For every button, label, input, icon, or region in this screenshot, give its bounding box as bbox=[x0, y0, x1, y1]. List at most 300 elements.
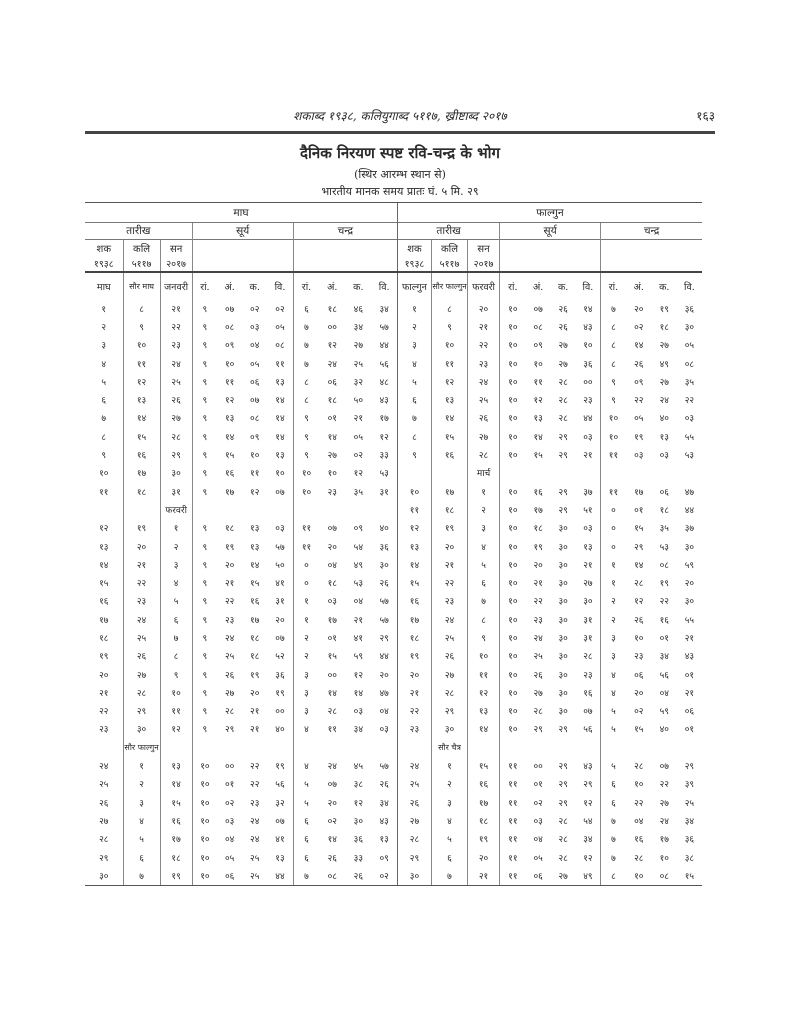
right-moon-kala: ५९ bbox=[659, 707, 669, 718]
group-header-row bbox=[85, 223, 702, 240]
right-moon-vikala: ०१ bbox=[684, 725, 695, 736]
era-shaka-right: शक bbox=[397, 240, 431, 257]
left-day-month: १७ bbox=[99, 615, 109, 626]
left-day-month: ४ bbox=[101, 359, 107, 370]
left-day-month: १६ bbox=[99, 597, 109, 608]
right-sun-rashi: ११ bbox=[500, 793, 526, 811]
left-day-civil: ३० bbox=[160, 464, 192, 482]
right-moon-rashi: ५ bbox=[601, 756, 626, 774]
right-sun-rashi: ११ bbox=[500, 848, 526, 866]
left-moon-kala: २५ bbox=[353, 359, 364, 370]
right-day-saur: १५ bbox=[432, 427, 468, 445]
left-sun-rashi: १० bbox=[192, 848, 217, 866]
right-separator-label: मार्च bbox=[468, 464, 500, 482]
table-row bbox=[85, 299, 702, 317]
left-sun-rashi: ९ bbox=[192, 683, 217, 701]
right-day-civil: १ bbox=[468, 482, 500, 500]
right-sun-rashi bbox=[500, 738, 526, 756]
left-sun-ansh: २९ bbox=[224, 725, 235, 736]
left-moon-rashi: ६ bbox=[293, 299, 319, 317]
left-moon-rashi: ८ bbox=[293, 372, 319, 390]
left-moon-ansh: २४ bbox=[327, 359, 337, 370]
left-day-saur: २८ bbox=[123, 683, 160, 701]
right-moon-kala: १८ bbox=[659, 505, 669, 516]
left-day-civil: २ bbox=[160, 537, 192, 555]
left-day-civil: २४ bbox=[160, 354, 192, 372]
right-moon-vikala: ४३ bbox=[684, 652, 695, 663]
right-day-civil: १२ bbox=[468, 683, 500, 701]
right-day-civil: १० bbox=[468, 647, 500, 665]
month-header-row bbox=[85, 203, 702, 223]
right-day-civil: ५ bbox=[468, 555, 500, 573]
left-day-month: ५ bbox=[101, 377, 107, 388]
col-moon-vikala-left: वि. bbox=[371, 272, 397, 299]
right-moon-vikala: ३९ bbox=[684, 780, 695, 791]
table-row bbox=[85, 793, 702, 811]
left-sun-vikala: १४ bbox=[275, 396, 285, 407]
right-moon-kala: ०७ bbox=[659, 762, 669, 773]
table-row bbox=[85, 811, 702, 829]
right-sun-ansh: २२ bbox=[533, 597, 543, 608]
left-sun-kala bbox=[242, 500, 267, 518]
left-moon-rashi: ५ bbox=[293, 775, 319, 793]
year-kali-right: ५११७ bbox=[432, 256, 468, 272]
right-sun-ansh: २५ bbox=[533, 652, 543, 663]
left-day-civil: ३ bbox=[160, 555, 192, 573]
right-moon-rashi: ९ bbox=[601, 390, 626, 408]
right-moon-kala: ५६ bbox=[659, 670, 669, 681]
left-day-civil: १४ bbox=[160, 775, 192, 793]
right-moon-vikala bbox=[677, 464, 702, 482]
right-moon-vikala: २९ bbox=[684, 762, 695, 773]
left-moon-rashi: ७ bbox=[293, 866, 319, 885]
left-moon-rashi: १ bbox=[293, 592, 319, 610]
left-moon-vikala: ०४ bbox=[379, 707, 389, 718]
page-title: दैनिक निरयण स्पष्ट रवि-चन्द्र के भोग bbox=[300, 144, 500, 162]
left-sun-vikala: ४१ bbox=[275, 579, 285, 590]
left-moon-ansh: ०० bbox=[327, 670, 337, 681]
left-sun-kala: १५ bbox=[250, 579, 260, 590]
right-moon-vikala: ५५ bbox=[684, 615, 695, 626]
right-sun-rashi bbox=[500, 464, 526, 482]
right-sun-rashi: १० bbox=[500, 683, 526, 701]
left-sun-ansh: ०४ bbox=[224, 835, 235, 846]
right-sun-kala: २७ bbox=[558, 341, 568, 352]
right-moon-rashi: ६ bbox=[601, 793, 626, 811]
left-sun-vikala: ५७ bbox=[275, 542, 285, 553]
left-moon-vikala: ५७ bbox=[379, 762, 389, 773]
left-moon-kala: १२ bbox=[353, 798, 364, 809]
left-moon-rashi: २ bbox=[293, 628, 319, 646]
left-moon-ansh: ०७ bbox=[327, 780, 337, 791]
right-sun-rashi: १० bbox=[500, 647, 526, 665]
left-sun-rashi: ९ bbox=[192, 317, 217, 335]
right-moon-kala: २७ bbox=[659, 341, 669, 352]
right-day-month: १५ bbox=[397, 573, 431, 591]
right-moon-rashi: १ bbox=[601, 573, 626, 591]
left-sun-vikala: १३ bbox=[275, 853, 285, 864]
left-day-civil: २९ bbox=[160, 445, 192, 463]
right-moon-vikala: ०५ bbox=[684, 341, 695, 352]
left-sun-rashi: ९ bbox=[192, 610, 217, 628]
right-sun-kala: ३० bbox=[558, 670, 568, 681]
left-sun-kala: २० bbox=[250, 688, 260, 699]
left-day-month bbox=[85, 738, 123, 756]
left-sun-rashi: ९ bbox=[192, 482, 217, 500]
left-day-saur: ३० bbox=[123, 720, 160, 738]
left-day-saur: १७ bbox=[123, 464, 160, 482]
right-day-civil: १३ bbox=[468, 702, 500, 720]
table-row bbox=[85, 610, 702, 628]
right-moon-kala: २२ bbox=[659, 780, 669, 791]
right-sun-vikala bbox=[576, 464, 601, 482]
right-day-month: १७ bbox=[397, 610, 431, 628]
left-sun-ansh: २८ bbox=[224, 707, 235, 718]
right-sun-ansh: ०३ bbox=[533, 816, 543, 827]
year-header-row bbox=[85, 256, 702, 272]
table-body bbox=[85, 299, 702, 885]
right-moon-kala: ४० bbox=[659, 725, 669, 736]
right-moon-rashi: ४ bbox=[601, 665, 626, 683]
left-sun-kala: ०३ bbox=[250, 322, 260, 333]
left-sun-rashi: ९ bbox=[192, 409, 217, 427]
left-sun-ansh: ११ bbox=[224, 377, 235, 388]
right-sun-kala: २९ bbox=[558, 487, 568, 498]
right-sun-kala: २८ bbox=[558, 414, 568, 425]
right-day-saur: २७ bbox=[432, 665, 468, 683]
right-day-saur: २२ bbox=[432, 573, 468, 591]
left-moon-vikala: ४४ bbox=[379, 341, 389, 352]
left-day-month: ३ bbox=[101, 341, 107, 352]
left-day-saur: १८ bbox=[123, 482, 160, 500]
right-sun-vikala: ३१ bbox=[583, 633, 593, 644]
table-row bbox=[85, 573, 702, 591]
left-day-month: १४ bbox=[99, 560, 109, 571]
left-day-month: ६ bbox=[101, 396, 107, 407]
left-moon-ansh: १४ bbox=[327, 432, 337, 443]
right-sun-rashi: १० bbox=[500, 299, 526, 317]
left-sun-rashi: ९ bbox=[192, 372, 217, 390]
right-sun-vikala: १३ bbox=[583, 542, 593, 553]
left-sun-kala: २४ bbox=[250, 835, 260, 846]
left-sun-rashi bbox=[192, 738, 217, 756]
right-moon-vikala: २५ bbox=[684, 798, 695, 809]
left-day-saur: १४ bbox=[123, 409, 160, 427]
right-moon-ansh: ०५ bbox=[634, 414, 644, 425]
table-row bbox=[85, 500, 702, 518]
right-day-civil: २३ bbox=[468, 354, 500, 372]
right-day-saur: ६ bbox=[432, 848, 468, 866]
left-sun-ansh: १२ bbox=[224, 396, 235, 407]
right-moon-kala: ३५ bbox=[659, 524, 669, 535]
left-sun-rashi: ९ bbox=[192, 555, 217, 573]
right-sun-vikala: १२ bbox=[583, 798, 593, 809]
col-moon-kala-right: क. bbox=[652, 272, 677, 299]
right-moon-vikala: २० bbox=[684, 579, 695, 590]
left-day-saur: ८ bbox=[123, 299, 160, 317]
left-moon-ansh: २० bbox=[327, 542, 337, 553]
right-moon-ansh: २० bbox=[634, 304, 644, 315]
right-day-month: ८ bbox=[397, 427, 431, 445]
left-moon-rashi: ८ bbox=[293, 390, 319, 408]
table-row bbox=[85, 537, 702, 555]
col-month2-right: सौर फाल्गुन bbox=[432, 272, 468, 299]
left-sun-kala: २५ bbox=[242, 866, 267, 885]
left-day-month: २१ bbox=[99, 688, 109, 699]
right-moon-rashi: ५ bbox=[601, 702, 626, 720]
left-sun-rashi: ९ bbox=[192, 647, 217, 665]
left-day-civil: २३ bbox=[160, 336, 192, 354]
left-moon-vikala: ५७ bbox=[379, 322, 389, 333]
table-row bbox=[85, 409, 702, 427]
right-moon-kala: २७ bbox=[659, 377, 669, 388]
table-row bbox=[85, 775, 702, 793]
left-sun-ansh: १७ bbox=[224, 487, 235, 498]
left-day-civil: २२ bbox=[160, 317, 192, 335]
left-moon-rashi: २ bbox=[293, 647, 319, 665]
right-moon-rashi: १ bbox=[601, 555, 626, 573]
left-moon-rashi: १० bbox=[293, 482, 319, 500]
right-day-month: १९ bbox=[397, 647, 431, 665]
left-sun-ansh: १६ bbox=[224, 469, 235, 480]
left-moon-kala: ०५ bbox=[353, 432, 364, 443]
left-sun-rashi: ९ bbox=[192, 592, 217, 610]
left-day-saur: ७ bbox=[123, 866, 160, 885]
left-moon-kala: ३६ bbox=[353, 835, 364, 846]
right-day-saur: १३ bbox=[432, 390, 468, 408]
left-moon-kala: १२ bbox=[353, 670, 364, 681]
left-moon-vikala: १३ bbox=[379, 835, 389, 846]
right-moon-ansh: २८ bbox=[634, 762, 644, 773]
left-day-saur: १३ bbox=[123, 390, 160, 408]
left-moon-ansh bbox=[319, 500, 345, 518]
left-day-civil: ४ bbox=[160, 573, 192, 591]
left-day-month: २४ bbox=[99, 762, 109, 773]
left-moon-rashi: ० bbox=[293, 555, 319, 573]
col-month2-left: सौर माघ bbox=[123, 272, 160, 299]
right-sun-vikala: ५१ bbox=[583, 505, 593, 516]
right-moon-vikala: ५९ bbox=[684, 560, 695, 571]
right-sun-rashi: १० bbox=[500, 537, 526, 555]
left-day-month: ९ bbox=[101, 451, 107, 462]
right-sun-kala: ३० bbox=[558, 633, 568, 644]
left-sun-ansh: ०५ bbox=[224, 853, 235, 864]
table-row bbox=[85, 665, 702, 683]
right-moon-ansh: १५ bbox=[634, 524, 644, 535]
left-moon-ansh: ०३ bbox=[327, 597, 337, 608]
right-day-saur: ११ bbox=[432, 354, 468, 372]
left-day-month: २५ bbox=[99, 780, 109, 791]
left-sun-vikala: ४० bbox=[275, 725, 285, 736]
left-moon-rashi: ५ bbox=[293, 793, 319, 811]
right-day-civil: १४ bbox=[468, 720, 500, 738]
right-sun-ansh: १७ bbox=[533, 505, 543, 516]
right-moon-kala: १३ bbox=[659, 432, 669, 443]
left-sun-rashi: १० bbox=[192, 775, 217, 793]
right-moon-kala: ०८ bbox=[659, 560, 669, 571]
left-sun-rashi: ९ bbox=[192, 299, 217, 317]
left-sun-vikala: ०२ bbox=[275, 304, 285, 315]
right-sun-ansh bbox=[526, 464, 551, 482]
right-moon-rashi: ४ bbox=[601, 683, 626, 701]
left-sun-rashi: ९ bbox=[192, 519, 217, 537]
right-day-saur: २४ bbox=[432, 610, 468, 628]
right-moon-ansh: ०९ bbox=[634, 377, 644, 388]
right-day-saur: १२ bbox=[432, 372, 468, 390]
right-day-month: २० bbox=[397, 665, 431, 683]
left-day-saur: १ bbox=[123, 756, 160, 774]
right-sun-rashi: ११ bbox=[500, 775, 526, 793]
right-moon-ansh: १७ bbox=[634, 487, 644, 498]
right-sun-ansh: ०४ bbox=[533, 835, 543, 846]
right-sun-kala: ३० bbox=[558, 688, 568, 699]
col-moon-rashi-left: रां. bbox=[293, 272, 319, 299]
left-moon-vikala: ३१ bbox=[379, 487, 389, 498]
left-moon-ansh: २८ bbox=[327, 707, 337, 718]
right-moon-kala: १६ bbox=[659, 615, 669, 626]
left-moon-rashi: ६ bbox=[293, 848, 319, 866]
right-moon-rashi: ८ bbox=[601, 336, 626, 354]
left-moon-vikala: ३३ bbox=[379, 451, 389, 462]
right-moon-vikala: ३८ bbox=[684, 853, 695, 864]
right-sun-kala: २९ bbox=[558, 780, 568, 791]
col-sun-rashi-left: रां. bbox=[192, 272, 217, 299]
left-sun-kala: १३ bbox=[250, 524, 260, 535]
left-moon-rashi: ९ bbox=[293, 445, 319, 463]
page-subtitle: (स्थिर आरम्भ स्थान से) bbox=[354, 168, 446, 181]
left-sun-vikala: ३६ bbox=[275, 670, 285, 681]
left-sun-ansh: ०० bbox=[224, 762, 235, 773]
right-day-saur: १९ bbox=[432, 519, 468, 537]
left-moon-ansh: १४ bbox=[327, 688, 337, 699]
left-moon-ansh: १७ bbox=[327, 615, 337, 626]
right-moon-vikala: ०३ bbox=[684, 414, 695, 425]
right-sun-vikala: ३७ bbox=[583, 487, 593, 498]
right-day-civil: १९ bbox=[468, 830, 500, 848]
table-row bbox=[85, 354, 702, 372]
left-day-saur: ६ bbox=[123, 848, 160, 866]
right-moon-kala: २४ bbox=[659, 396, 669, 407]
left-day-month: २ bbox=[101, 322, 107, 333]
left-sun-rashi: १० bbox=[192, 756, 217, 774]
right-day-month bbox=[397, 464, 431, 482]
right-moon-ansh: १६ bbox=[634, 835, 644, 846]
left-day-saur: १९ bbox=[123, 519, 160, 537]
right-sun-ansh: १० bbox=[533, 359, 543, 370]
left-sun-kala bbox=[242, 738, 267, 756]
era-header-row bbox=[85, 240, 702, 257]
left-moon-ansh: ११ bbox=[327, 725, 337, 736]
left-day-month: १ bbox=[101, 304, 107, 315]
left-day-civil: १६ bbox=[160, 811, 192, 829]
col-moon-ansh-right: अं. bbox=[626, 272, 652, 299]
right-moon-rashi: ७ bbox=[601, 848, 626, 866]
left-moon-vikala: ५६ bbox=[379, 359, 389, 370]
right-sun-rashi: १० bbox=[500, 665, 526, 683]
right-moon-rashi: ३ bbox=[601, 628, 626, 646]
right-moon-vikala bbox=[677, 738, 702, 756]
left-sun-vikala: ०७ bbox=[275, 633, 285, 644]
left-moon-rashi: ३ bbox=[293, 702, 319, 720]
left-moon-kala: २७ bbox=[353, 341, 364, 352]
left-moon-ansh: ०४ bbox=[327, 560, 337, 571]
right-sun-ansh: ०२ bbox=[533, 798, 543, 809]
left-moon-kala: ४६ bbox=[353, 304, 364, 315]
left-moon-vikala: ५७ bbox=[379, 597, 389, 608]
right-moon-vikala: ४४ bbox=[684, 505, 695, 516]
right-sun-ansh: ०१ bbox=[533, 780, 543, 791]
right-moon-vikala: ०६ bbox=[684, 707, 695, 718]
left-sun-ansh: २७ bbox=[224, 688, 235, 699]
left-moon-vikala: ३४ bbox=[379, 798, 389, 809]
left-sun-kala: ०५ bbox=[250, 359, 260, 370]
left-day-civil: २१ bbox=[160, 299, 192, 317]
left-day-civil: १० bbox=[160, 683, 192, 701]
table-row bbox=[85, 464, 702, 482]
left-day-saur: १२ bbox=[123, 372, 160, 390]
right-day-civil bbox=[468, 738, 500, 756]
header-rule bbox=[85, 131, 715, 134]
left-moon-vikala: ५७ bbox=[379, 615, 389, 626]
right-sun-kala: २६ bbox=[558, 322, 568, 333]
right-day-civil: २४ bbox=[468, 372, 500, 390]
left-sun-ansh: १३ bbox=[224, 414, 235, 425]
left-sun-kala: १० bbox=[250, 451, 260, 462]
left-moon-vikala: ०२ bbox=[371, 866, 397, 885]
right-moon-kala: १० bbox=[659, 853, 669, 864]
left-day-saur: १५ bbox=[123, 427, 160, 445]
left-moon-rashi: ११ bbox=[293, 519, 319, 537]
right-day-month: ३ bbox=[397, 336, 431, 354]
left-day-month: १३ bbox=[99, 542, 109, 553]
right-sun-rashi: १० bbox=[500, 372, 526, 390]
left-sun-vikala: १९ bbox=[275, 762, 285, 773]
left-sun-rashi: ९ bbox=[192, 702, 217, 720]
right-sun-vikala: ३० bbox=[583, 597, 593, 608]
left-sun-kala: १६ bbox=[250, 597, 260, 608]
right-sun-ansh: २३ bbox=[533, 615, 543, 626]
left-moon-vikala: ४३ bbox=[379, 396, 389, 407]
right-day-month: २२ bbox=[397, 702, 431, 720]
right-sun-kala: २८ bbox=[558, 377, 568, 388]
left-sun-rashi: ९ bbox=[192, 537, 217, 555]
left-moon-kala: २१ bbox=[353, 615, 364, 626]
left-sun-rashi: ९ bbox=[192, 445, 217, 463]
right-moon-kala: १९ bbox=[659, 579, 669, 590]
right-sun-kala: २८ bbox=[558, 853, 568, 864]
right-day-month: १३ bbox=[397, 537, 431, 555]
right-sun-rashi: १० bbox=[500, 500, 526, 518]
left-day-civil: ७ bbox=[160, 628, 192, 646]
right-day-civil: १६ bbox=[468, 775, 500, 793]
left-sun-ansh: १८ bbox=[224, 524, 235, 535]
left-moon-ansh: ०२ bbox=[327, 816, 337, 827]
left-moon-rashi: ७ bbox=[293, 336, 319, 354]
left-sun-kala: १२ bbox=[250, 487, 260, 498]
left-sun-rashi bbox=[192, 500, 217, 518]
left-moon-vikala: २६ bbox=[379, 579, 389, 590]
right-sun-rashi: १० bbox=[500, 409, 526, 427]
right-sun-vikala: ३६ bbox=[583, 359, 593, 370]
left-moon-ansh: ०१ bbox=[327, 633, 337, 644]
right-moon-rashi: ० bbox=[601, 500, 626, 518]
table-row bbox=[85, 445, 702, 463]
right-day-month: २९ bbox=[397, 848, 431, 866]
year-san-left: २०१७ bbox=[160, 256, 192, 272]
right-sun-vikala: १६ bbox=[583, 688, 593, 699]
right-sun-ansh: ०६ bbox=[526, 866, 551, 885]
left-day-civil: ५ bbox=[160, 592, 192, 610]
